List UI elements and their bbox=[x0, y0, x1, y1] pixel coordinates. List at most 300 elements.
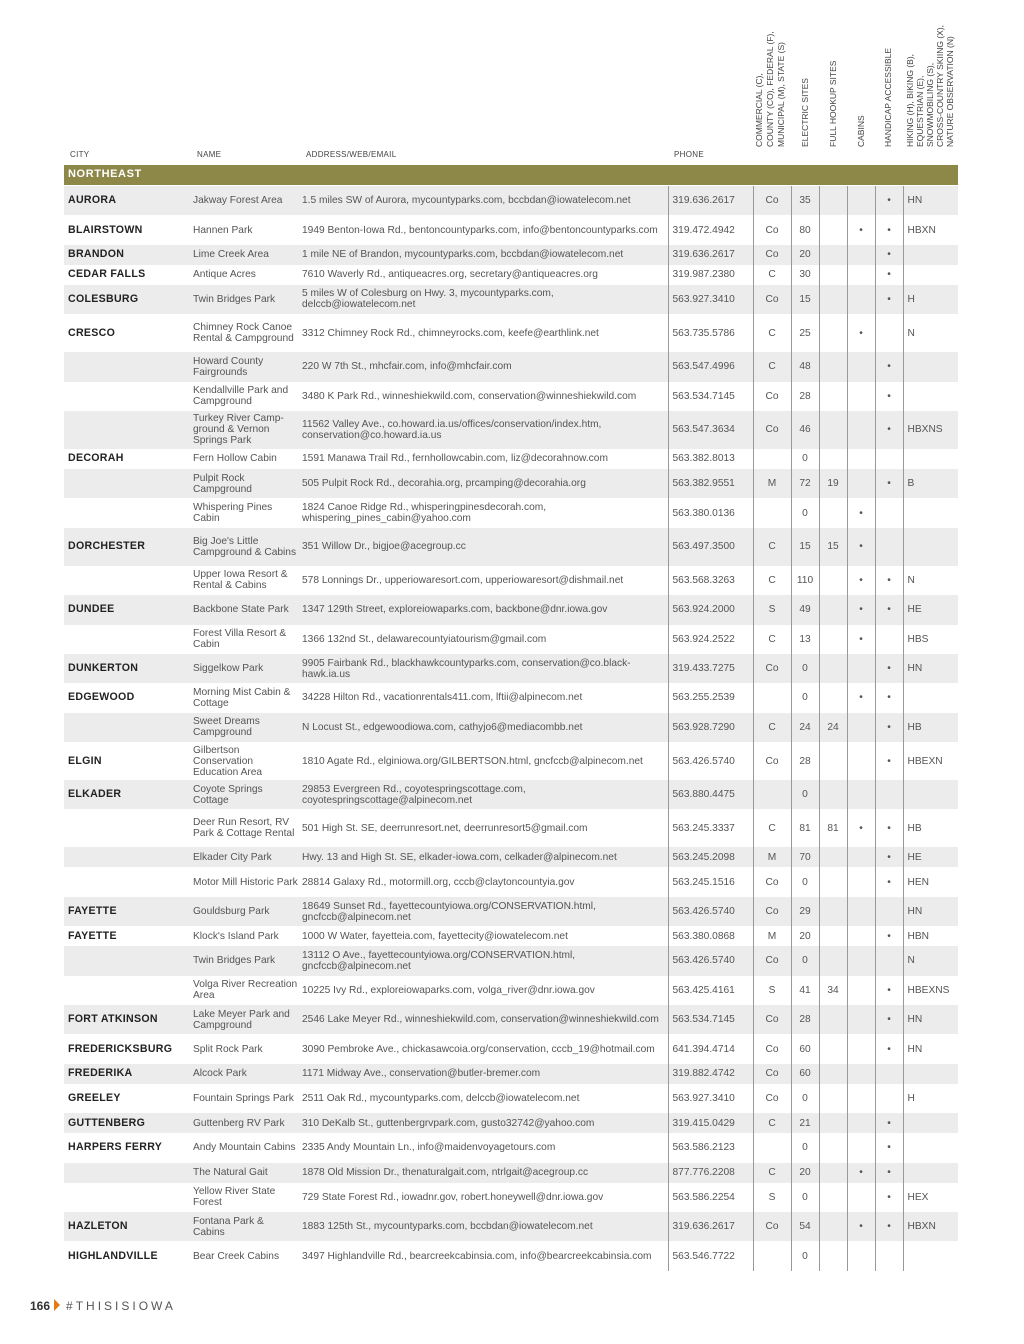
cell-act: HEX bbox=[903, 1183, 958, 1212]
cell-phone: 563.547.3634 bbox=[668, 411, 753, 449]
cell-full bbox=[819, 1183, 847, 1212]
cell-phone: 563.928.7290 bbox=[668, 713, 753, 742]
cell-name: Howard County Fairgrounds bbox=[189, 352, 298, 381]
footer-tag: #THISISIOWA bbox=[66, 1299, 176, 1313]
cell-elec: 48 bbox=[791, 352, 819, 381]
cell-full bbox=[819, 449, 847, 469]
cell-full bbox=[819, 245, 847, 265]
cell-act: HB bbox=[903, 713, 958, 742]
cell-hc: • bbox=[875, 926, 903, 946]
cell-act: HBN bbox=[903, 926, 958, 946]
table-row bbox=[64, 1212, 958, 1241]
cell-own: C bbox=[753, 566, 791, 595]
cell-phone: 563.245.3337 bbox=[668, 809, 753, 847]
cell-elec: 20 bbox=[791, 1163, 819, 1183]
cell-cab bbox=[847, 976, 875, 1005]
cell-act: HBEXN bbox=[903, 742, 958, 780]
cell-own: S bbox=[753, 1183, 791, 1212]
cell-phone: 563.924.2000 bbox=[668, 595, 753, 624]
cell-full bbox=[819, 897, 847, 926]
cell-full bbox=[819, 1084, 847, 1113]
cell-own: Co bbox=[753, 946, 791, 975]
cell-own bbox=[753, 498, 791, 527]
cell-own: C bbox=[753, 809, 791, 847]
cell-own: M bbox=[753, 469, 791, 498]
cell-elec: 21 bbox=[791, 1113, 819, 1133]
cell-phone: 563.547.4996 bbox=[668, 352, 753, 381]
cell-elec: 29 bbox=[791, 897, 819, 926]
cell-city: FAYETTE bbox=[64, 926, 189, 946]
cell-name: Coyote Springs Cottage bbox=[189, 780, 298, 809]
cell-addr: 2546 Lake Meyer Rd., winneshiekwild.com, conservation@winneshiekwild.com bbox=[298, 1005, 668, 1034]
cell-city: GREELEY bbox=[64, 1084, 189, 1113]
cell-elec: 46 bbox=[791, 411, 819, 449]
cell-own: C bbox=[753, 625, 791, 654]
cell-addr: 28814 Galaxy Rd., motormill.org, cccb@claytoncountyia.gov bbox=[298, 867, 668, 896]
header-full-hookup-text: FULL HOOKUP SITES bbox=[828, 60, 838, 147]
cell-own: Co bbox=[753, 1084, 791, 1113]
cell-name: Guttenberg RV Park bbox=[189, 1113, 298, 1133]
cell-city: DUNKERTON bbox=[64, 654, 189, 683]
cell-city: DUNDEE bbox=[64, 595, 189, 624]
table-row bbox=[64, 1183, 958, 1212]
cell-phone: 319.415.0429 bbox=[668, 1113, 753, 1133]
cell-elec: 25 bbox=[791, 314, 819, 352]
cell-cab bbox=[847, 1241, 875, 1270]
cell-cab bbox=[847, 382, 875, 411]
cell-act bbox=[903, 780, 958, 809]
cell-phone: 563.586.2123 bbox=[668, 1133, 753, 1162]
cell-cab bbox=[847, 654, 875, 683]
cell-elec: 0 bbox=[791, 498, 819, 527]
table-row bbox=[64, 1034, 958, 1063]
cell-full bbox=[819, 186, 847, 215]
cell-phone: 563.924.2522 bbox=[668, 625, 753, 654]
cell-cab: • bbox=[847, 528, 875, 566]
table-row bbox=[64, 245, 958, 265]
cell-addr: 1366 132nd St., delawarecountyiatourism@gmail.com bbox=[298, 625, 668, 654]
cell-name: Kendallville Park and Campground bbox=[189, 382, 298, 411]
cell-addr: N Locust St., edgewoodiowa.com, cathyjo6@mediacombb.net bbox=[298, 713, 668, 742]
cell-city: FREDERICKSBURG bbox=[64, 1034, 189, 1063]
cell-elec: 20 bbox=[791, 926, 819, 946]
table-row bbox=[64, 713, 958, 742]
cell-full bbox=[819, 742, 847, 780]
cell-hc: • bbox=[875, 1163, 903, 1183]
cell-city: HARPERS FERRY bbox=[64, 1133, 189, 1162]
cell-hc: • bbox=[875, 469, 903, 498]
cell-name: Sweet Dreams Campground bbox=[189, 713, 298, 742]
cell-own: Co bbox=[753, 654, 791, 683]
cell-name: Fern Hollow Cabin bbox=[189, 449, 298, 469]
cell-name: Split Rock Park bbox=[189, 1034, 298, 1063]
cell-hc: • bbox=[875, 742, 903, 780]
cell-full bbox=[819, 215, 847, 244]
cell-cab bbox=[847, 713, 875, 742]
cell-full bbox=[819, 1241, 847, 1270]
cell-elec: 0 bbox=[791, 780, 819, 809]
cell-hc: • bbox=[875, 186, 903, 215]
cell-phone: 319.636.2617 bbox=[668, 186, 753, 215]
cell-name: Elkader City Park bbox=[189, 847, 298, 867]
cell-name: Pulpit Rock Campground bbox=[189, 469, 298, 498]
cell-act: HB bbox=[903, 809, 958, 847]
cell-city bbox=[64, 498, 189, 527]
cell-cab bbox=[847, 449, 875, 469]
header-activities-text-4: CROSS-COUNTRY SKIING (X), bbox=[935, 24, 945, 147]
cell-phone: 319.472.4942 bbox=[668, 215, 753, 244]
cell-name: The Natural Gait bbox=[189, 1163, 298, 1183]
cell-own: Co bbox=[753, 285, 791, 314]
cell-full: 34 bbox=[819, 976, 847, 1005]
cell-hc bbox=[875, 780, 903, 809]
header-activities-text-2: EQUESTRIAN (E), bbox=[915, 75, 925, 147]
cell-city bbox=[64, 946, 189, 975]
header-activities-text-1: HIKING (H), BIKING (B), bbox=[905, 53, 915, 147]
cell-phone: 563.380.0868 bbox=[668, 926, 753, 946]
cell-phone: 563.735.5786 bbox=[668, 314, 753, 352]
page-footer bbox=[30, 1299, 176, 1313]
cell-hc bbox=[875, 1084, 903, 1113]
cell-act bbox=[903, 1133, 958, 1162]
cell-city: DORCHESTER bbox=[64, 528, 189, 566]
cell-own bbox=[753, 780, 791, 809]
cell-act: N bbox=[903, 314, 958, 352]
cell-addr: 5 miles W of Colesburg on Hwy. 3, mycountyparks.com, delccb@iowatelecom.net bbox=[298, 285, 668, 314]
cell-act: HE bbox=[903, 595, 958, 624]
cell-full bbox=[819, 411, 847, 449]
cell-full bbox=[819, 780, 847, 809]
cell-phone: 563.534.7145 bbox=[668, 1005, 753, 1034]
cell-city bbox=[64, 1183, 189, 1212]
cell-elec: 54 bbox=[791, 1212, 819, 1241]
cell-addr: 1824 Canoe Ridge Rd., whisperingpinesdecorah.com, whispering_pines_cabin@yahoo.com bbox=[298, 498, 668, 527]
cell-act bbox=[903, 352, 958, 381]
cell-hc bbox=[875, 897, 903, 926]
chevron-right-icon bbox=[54, 1299, 60, 1311]
cell-name: Lake Meyer Park and Campground bbox=[189, 1005, 298, 1034]
cell-addr: 29853 Evergreen Rd., coyotespringscottage.com, coyotespringscottage@alpinecom.net bbox=[298, 780, 668, 809]
cell-act: HE bbox=[903, 847, 958, 867]
cell-elec: 28 bbox=[791, 382, 819, 411]
cell-cab bbox=[847, 1133, 875, 1162]
cell-cab: • bbox=[847, 215, 875, 244]
cell-elec: 24 bbox=[791, 713, 819, 742]
header-cabins-text: CABINS bbox=[856, 114, 866, 147]
cell-city: ELGIN bbox=[64, 742, 189, 780]
cell-name: Motor Mill Historic Park bbox=[189, 867, 298, 896]
table-row bbox=[64, 1163, 958, 1183]
table-row bbox=[64, 498, 958, 527]
cell-elec: 35 bbox=[791, 186, 819, 215]
cell-cab bbox=[847, 926, 875, 946]
cell-city bbox=[64, 566, 189, 595]
cell-name: Twin Bridges Park bbox=[189, 946, 298, 975]
cell-elec: 80 bbox=[791, 215, 819, 244]
cell-hc: • bbox=[875, 976, 903, 1005]
cell-city: EDGEWOOD bbox=[64, 683, 189, 712]
cell-own: Co bbox=[753, 1064, 791, 1084]
cell-city bbox=[64, 469, 189, 498]
cell-own: C bbox=[753, 314, 791, 352]
table-row bbox=[64, 625, 958, 654]
cell-city bbox=[64, 625, 189, 654]
cell-cab: • bbox=[847, 683, 875, 712]
cell-full bbox=[819, 1005, 847, 1034]
table-row bbox=[64, 1005, 958, 1034]
cell-phone: 563.586.2254 bbox=[668, 1183, 753, 1212]
cell-cab bbox=[847, 847, 875, 867]
cell-act: H bbox=[903, 1084, 958, 1113]
cell-full bbox=[819, 946, 847, 975]
cell-phone: 563.534.7145 bbox=[668, 382, 753, 411]
cell-hc: • bbox=[875, 382, 903, 411]
cell-cab: • bbox=[847, 625, 875, 654]
cell-phone: 563.927.3410 bbox=[668, 285, 753, 314]
cell-phone: 877.776.2208 bbox=[668, 1163, 753, 1183]
table-row bbox=[64, 186, 958, 215]
cell-full: 81 bbox=[819, 809, 847, 847]
cell-name: Chimney Rock Canoe Rental & Campground bbox=[189, 314, 298, 352]
cell-name: Hannen Park bbox=[189, 215, 298, 244]
cell-cab bbox=[847, 1084, 875, 1113]
cell-addr: 1810 Agate Rd., elginiowa.org/GILBERTSON.html, gncfccb@alpinecom.net bbox=[298, 742, 668, 780]
cell-cab bbox=[847, 946, 875, 975]
cell-hc: • bbox=[875, 215, 903, 244]
cell-full bbox=[819, 654, 847, 683]
cell-name: Lime Creek Area bbox=[189, 245, 298, 265]
cell-own: C bbox=[753, 265, 791, 285]
cell-cab bbox=[847, 245, 875, 265]
cell-city: BLAIRSTOWN bbox=[64, 215, 189, 244]
cell-full bbox=[819, 1212, 847, 1241]
cell-full bbox=[819, 595, 847, 624]
cell-elec: 0 bbox=[791, 654, 819, 683]
cell-phone: 563.568.3263 bbox=[668, 566, 753, 595]
region-title: NORTHEAST bbox=[68, 168, 142, 180]
cell-own: Co bbox=[753, 215, 791, 244]
cell-city: BRANDON bbox=[64, 245, 189, 265]
cell-own bbox=[753, 1133, 791, 1162]
cell-own bbox=[753, 683, 791, 712]
cell-act: HBEXNS bbox=[903, 976, 958, 1005]
cell-addr: 1883 125th St., mycountyparks.com, bccbdan@iowatelecom.net bbox=[298, 1212, 668, 1241]
cell-full bbox=[819, 683, 847, 712]
cell-hc bbox=[875, 498, 903, 527]
cell-name: Deer Run Resort, RV Park & Cottage Rental bbox=[189, 809, 298, 847]
table-row bbox=[64, 742, 958, 780]
cell-phone: 319.882.4742 bbox=[668, 1064, 753, 1084]
cell-elec: 41 bbox=[791, 976, 819, 1005]
cell-addr: 1878 Old Mission Dr., thenaturalgait.com, ntrlgait@acegroup.cc bbox=[298, 1163, 668, 1183]
cell-phone: 563.497.3500 bbox=[668, 528, 753, 566]
cell-full bbox=[819, 867, 847, 896]
cell-cab: • bbox=[847, 595, 875, 624]
cell-addr: 505 Pulpit Rock Rd., decorahia.org, prcamping@decorahia.org bbox=[298, 469, 668, 498]
cell-elec: 60 bbox=[791, 1034, 819, 1063]
cell-elec: 60 bbox=[791, 1064, 819, 1084]
cell-hc: • bbox=[875, 352, 903, 381]
cell-cab bbox=[847, 285, 875, 314]
cell-act bbox=[903, 265, 958, 285]
table-row bbox=[64, 897, 958, 926]
table-row bbox=[64, 595, 958, 624]
cell-elec: 0 bbox=[791, 449, 819, 469]
cell-cab bbox=[847, 265, 875, 285]
cell-city: CEDAR FALLS bbox=[64, 265, 189, 285]
cell-city: AURORA bbox=[64, 186, 189, 215]
cell-city: DECORAH bbox=[64, 449, 189, 469]
cell-city: HAZLETON bbox=[64, 1212, 189, 1241]
cell-name: Siggelkow Park bbox=[189, 654, 298, 683]
cell-hc: • bbox=[875, 713, 903, 742]
cell-elec: 81 bbox=[791, 809, 819, 847]
table-row bbox=[64, 314, 958, 352]
cell-city bbox=[64, 713, 189, 742]
cell-addr: 1000 W Water, fayetteia.com, fayettecity@iowatelecom.net bbox=[298, 926, 668, 946]
cell-hc: • bbox=[875, 1133, 903, 1162]
cell-elec: 70 bbox=[791, 847, 819, 867]
cell-name: Morning Mist Cabin & Cottage bbox=[189, 683, 298, 712]
cell-hc: • bbox=[875, 1183, 903, 1212]
cell-addr: 10225 Ivy Rd., exploreiowaparks.com, volga_river@dnr.iowa.gov bbox=[298, 976, 668, 1005]
cell-hc bbox=[875, 528, 903, 566]
cell-name: Forest Villa Resort & Cabin bbox=[189, 625, 298, 654]
cell-addr: 310 DeKalb St., guttenbergrvpark.com, gusto32742@yahoo.com bbox=[298, 1113, 668, 1133]
cell-own: Co bbox=[753, 867, 791, 896]
cell-elec: 20 bbox=[791, 245, 819, 265]
cell-own: Co bbox=[753, 1034, 791, 1063]
cell-act bbox=[903, 1241, 958, 1270]
cell-hc: • bbox=[875, 1005, 903, 1034]
cell-act: HN bbox=[903, 186, 958, 215]
cell-city: GUTTENBERG bbox=[64, 1113, 189, 1133]
cell-addr: 729 State Forest Rd., iowadnr.gov, robert.honeywell@dnr.iowa.gov bbox=[298, 1183, 668, 1212]
cell-phone: 563.426.5740 bbox=[668, 742, 753, 780]
region-bar bbox=[64, 165, 958, 185]
cell-name: Turkey River Camp-ground & Vernon Springs Park bbox=[189, 411, 298, 449]
cell-own: Co bbox=[753, 1005, 791, 1034]
cell-hc: • bbox=[875, 265, 903, 285]
cell-hc bbox=[875, 625, 903, 654]
cell-addr: 18649 Sunset Rd., fayettecountyiowa.org/CONSERVATION.html, gncfccb@alpinecom.net bbox=[298, 897, 668, 926]
cell-name: Antique Acres bbox=[189, 265, 298, 285]
table-row bbox=[64, 1241, 958, 1270]
table-row bbox=[64, 976, 958, 1005]
cell-city bbox=[64, 976, 189, 1005]
table-row bbox=[64, 352, 958, 381]
cell-phone: 563.426.5740 bbox=[668, 897, 753, 926]
table-row bbox=[64, 215, 958, 244]
cell-phone: 563.880.4475 bbox=[668, 780, 753, 809]
cell-addr: 1 mile NE of Brandon, mycountyparks.com, bccbdan@iowatelecom.net bbox=[298, 245, 668, 265]
cell-cab: • bbox=[847, 1163, 875, 1183]
cell-act: B bbox=[903, 469, 958, 498]
cell-phone: 563.255.2539 bbox=[668, 683, 753, 712]
cell-full bbox=[819, 285, 847, 314]
cell-own: S bbox=[753, 976, 791, 1005]
cell-phone: 563.426.5740 bbox=[668, 946, 753, 975]
cell-act: HN bbox=[903, 1005, 958, 1034]
cell-own: M bbox=[753, 847, 791, 867]
cell-hc: • bbox=[875, 1113, 903, 1133]
cell-full bbox=[819, 498, 847, 527]
cell-hc bbox=[875, 946, 903, 975]
cell-act bbox=[903, 1064, 958, 1084]
cell-addr: 1591 Manawa Trail Rd., fernhollowcabin.com, liz@decorahnow.com bbox=[298, 449, 668, 469]
cell-act: HBXNS bbox=[903, 411, 958, 449]
cell-full: 15 bbox=[819, 528, 847, 566]
table-row bbox=[64, 654, 958, 683]
table-row bbox=[64, 926, 958, 946]
table-row bbox=[64, 382, 958, 411]
cell-elec: 0 bbox=[791, 867, 819, 896]
cell-own: Co bbox=[753, 382, 791, 411]
cell-hc: • bbox=[875, 683, 903, 712]
cell-hc: • bbox=[875, 809, 903, 847]
cell-cab bbox=[847, 742, 875, 780]
cell-city: FORT ATKINSON bbox=[64, 1005, 189, 1034]
cell-name: Gilbertson Conservation Education Area bbox=[189, 742, 298, 780]
cell-own: Co bbox=[753, 186, 791, 215]
cell-full bbox=[819, 1163, 847, 1183]
cell-phone: 563.927.3410 bbox=[668, 1084, 753, 1113]
cell-city: FAYETTE bbox=[64, 897, 189, 926]
cell-addr: 2511 Oak Rd., mycountyparks.com, delccb@iowatelecom.net bbox=[298, 1084, 668, 1113]
cell-city: CRESCO bbox=[64, 314, 189, 352]
cell-addr: 13112 O Ave., fayettecountyiowa.org/CONSERVATION.html, gncfccb@alpinecom.net bbox=[298, 946, 668, 975]
cell-cab bbox=[847, 1034, 875, 1063]
cell-cab bbox=[847, 1005, 875, 1034]
table-row bbox=[64, 683, 958, 712]
cell-full bbox=[819, 926, 847, 946]
cell-own: C bbox=[753, 352, 791, 381]
cell-act: N bbox=[903, 566, 958, 595]
cell-phone: 563.382.8013 bbox=[668, 449, 753, 469]
cell-cab: • bbox=[847, 498, 875, 527]
cell-name: Big Joe's Little Campground & Cabins bbox=[189, 528, 298, 566]
header-handicap-text: HANDICAP ACCESSIBLE bbox=[883, 47, 893, 147]
cell-cab: • bbox=[847, 809, 875, 847]
cell-city: FREDERIKA bbox=[64, 1064, 189, 1084]
cell-act bbox=[903, 498, 958, 527]
cell-hc: • bbox=[875, 411, 903, 449]
cell-hc: • bbox=[875, 1034, 903, 1063]
cell-full bbox=[819, 1133, 847, 1162]
cell-elec: 0 bbox=[791, 1133, 819, 1162]
cell-own: Co bbox=[753, 411, 791, 449]
cell-full bbox=[819, 1034, 847, 1063]
table-row bbox=[64, 780, 958, 809]
cell-phone: 563.425.4161 bbox=[668, 976, 753, 1005]
cell-name: Klock's Island Park bbox=[189, 926, 298, 946]
cell-cab bbox=[847, 1113, 875, 1133]
cell-elec: 110 bbox=[791, 566, 819, 595]
cell-phone: 319.636.2617 bbox=[668, 245, 753, 265]
cell-hc: • bbox=[875, 566, 903, 595]
cell-cab bbox=[847, 352, 875, 381]
cell-elec: 30 bbox=[791, 265, 819, 285]
cell-own: S bbox=[753, 595, 791, 624]
cell-hc: • bbox=[875, 1212, 903, 1241]
cell-city bbox=[64, 352, 189, 381]
cell-hc bbox=[875, 1064, 903, 1084]
cell-act: HBXN bbox=[903, 215, 958, 244]
cell-hc bbox=[875, 449, 903, 469]
cell-addr: 9905 Fairbank Rd., blackhawkcountyparks.com, conservation@co.black-hawk.ia.us bbox=[298, 654, 668, 683]
table-row bbox=[64, 1064, 958, 1084]
table-row bbox=[64, 285, 958, 314]
